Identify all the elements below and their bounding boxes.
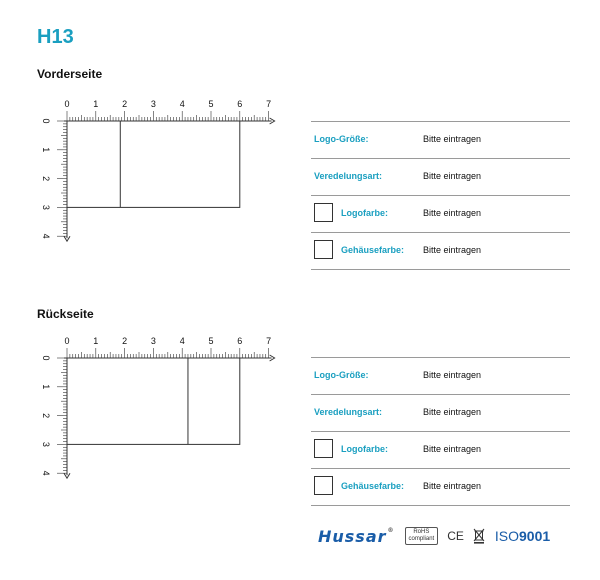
ruler-back — [30, 325, 280, 480]
field-value[interactable]: Bitte eintragen — [423, 481, 482, 491]
field-label: Logo-Größe: — [314, 134, 369, 144]
color-swatch-box[interactable] — [314, 240, 333, 259]
ruler-top-label: 6 — [237, 99, 243, 109]
ruler-left-label: 0 — [41, 355, 51, 361]
ruler-left-label: 4 — [41, 470, 51, 476]
ruler-top-label: 5 — [208, 99, 214, 109]
field-label: Veredelungsart: — [314, 407, 383, 417]
ruler-left-label: 2 — [41, 413, 51, 419]
field-value[interactable]: Bitte eintragen — [423, 208, 482, 218]
rohs-badge: RoHS compliant — [405, 527, 439, 545]
field-value[interactable]: Bitte eintragen — [423, 134, 482, 144]
ruler-top-label: 6 — [237, 336, 243, 346]
field-label: Veredelungsart: — [314, 171, 383, 181]
field-value[interactable]: Bitte eintragen — [423, 370, 482, 380]
field-row-logo-size — [311, 121, 570, 158]
field-row-logo-color — [311, 195, 570, 232]
ruler-top-label: 2 — [122, 336, 128, 346]
ruler-top-label: 1 — [93, 336, 99, 346]
ruler-left-label: 1 — [40, 147, 51, 153]
field-value[interactable]: Bitte eintragen — [423, 171, 482, 181]
ruler-left-label: 1 — [40, 384, 51, 390]
ruler-left-label: 2 — [41, 176, 51, 182]
print-area-rect — [67, 121, 240, 207]
ruler-top-label: 0 — [64, 336, 70, 346]
field-label: Logofarbe: — [341, 444, 388, 454]
field-label: Logo-Größe: — [314, 370, 369, 380]
ruler-top-label: 7 — [266, 336, 272, 346]
field-row-housing-color — [311, 232, 570, 270]
ce-mark: CE — [447, 529, 464, 543]
field-value[interactable]: Bitte eintragen — [423, 407, 482, 417]
ruler-front — [30, 88, 280, 243]
ruler-top-label: 2 — [122, 99, 128, 109]
iso-9001-logo: ISO9001 — [494, 528, 551, 544]
hussar-logo: Hussar® — [318, 526, 395, 546]
field-row-logo-size — [311, 357, 570, 394]
color-swatch-box[interactable] — [314, 439, 333, 458]
ruler-top-label: 0 — [64, 99, 70, 109]
section-label-back: Rückseite — [37, 307, 94, 321]
field-row-finishing — [311, 394, 570, 431]
field-label: Logofarbe: — [341, 208, 388, 218]
field-value[interactable]: Bitte eintragen — [423, 444, 482, 454]
field-panel-front — [311, 121, 570, 270]
weee-bin-icon — [473, 528, 485, 544]
field-value[interactable]: Bitte eintragen — [423, 245, 482, 255]
ruler-top-label: 7 — [266, 99, 272, 109]
color-swatch-box[interactable] — [314, 203, 333, 222]
ruler-top-label: 1 — [93, 99, 99, 109]
field-label: Gehäusefarbe: — [341, 245, 405, 255]
ruler-top-label: 5 — [208, 336, 214, 346]
ruler-top-label: 4 — [179, 99, 185, 109]
certification-footer — [318, 522, 550, 550]
ruler-top-label: 4 — [179, 336, 185, 346]
ruler-top-label: 3 — [150, 99, 156, 109]
print-area-rect — [67, 358, 240, 444]
section-label-front: Vorderseite — [37, 67, 103, 81]
field-row-finishing — [311, 158, 570, 195]
page-title: H13 — [37, 26, 74, 48]
color-swatch-box[interactable] — [314, 476, 333, 495]
field-panel-back — [311, 357, 570, 506]
ruler-left-label: 4 — [41, 233, 51, 239]
ruler-left-label: 0 — [41, 118, 51, 124]
ruler-top-label: 3 — [150, 336, 156, 346]
ruler-left-label: 3 — [41, 204, 51, 210]
field-row-housing-color — [311, 468, 570, 506]
field-label: Gehäusefarbe: — [341, 481, 405, 491]
field-row-logo-color — [311, 431, 570, 468]
ruler-left-label: 3 — [41, 441, 51, 447]
